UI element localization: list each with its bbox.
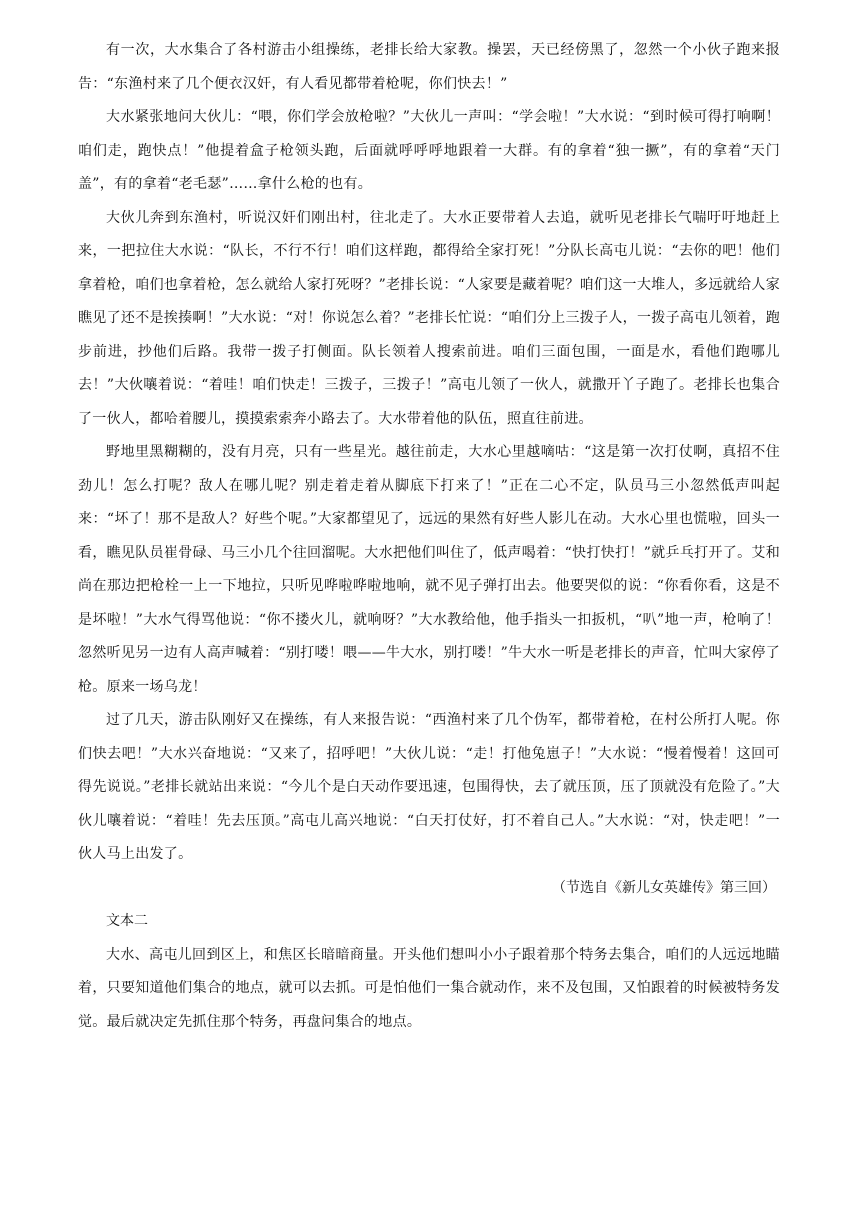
text2-heading: 文本二	[106, 913, 148, 929]
text1-paragraph-3: 大伙儿奔到东渔村，听说汉奸们刚出村，往北走了。大水正要带着人去追，就听见老排长气喘吁吁地赶上来，一把拉住大水说：“队长，不行不行！咱们这样跑，都得给全家打死！”分队长高屯儿说：“去你的吧！他们拿着枪，咱们也拿着枪，怎么就给人家打死呀？”老排长说：“人家要是藏着呢？咱们这一大堆人，多远就给人家瞧见了还不是挨揍啊！”大水说：“对！你说怎么着？”老排长忙说：“咱们分上三拨子人，一拨子高屯儿领着，跑步前进，抄他们后路。我带一拨子打侧面。队长领着人搜索前进。咱们三面包围，一面是水，看他们跑哪儿去！”大伙嚷着说：“着哇！咱们快走！三拨子，三拨子！”高屯儿领了一伙人，就撒开丫子跑了。老排长也集合了一伙人，都哈着腰儿，摸摸索索奔小路去了。大水带着他的队伍，照直往前进。	[78, 209, 780, 427]
text1-paragraph-4: 野地里黑糊糊的，没有月亮，只有一些星光。越往前走，大水心里越嘀咕：“这是第一次打仗啊，真招不住劲儿！怎么打呢？敌人在哪儿呢？别走着走着从脚底下打来了！”正在二心不定，队员马三小忽然低声叫起来：“坏了！那不是敌人？好些个呢。”大家都望见了，远远的果然有好些人影儿在动。大水心里也慌啦，回头一看，瞧见队员崔骨碌、马三小几个往回溜呢。大水把他们叫住了，低声喝着：“快打快打！”就乒乓打开了。艾和尚在那边把枪栓一上一下地拉，只听见哗啦哗啦地响，就不见子弹打出去。他要哭似的说：“你看你看，这是不是坏啦！”大水气得骂他说：“你不搂火儿，就响呀？”大水教给他，他手指头一扣扳机，“叭”地一声，枪响了！忽然听见另一边有人高声喊着：“别打喽！喂——牛大水，别打喽！”牛大水一听是老排长的声音，忙叫大家停了枪。原来一场乌龙！	[78, 444, 780, 695]
text2-paragraph-1: 大水、高屯儿回到区上，和焦区长暗暗商量。开头他们想叫小小子跟着那个特务去集合，咱们的人远远地瞄着，只要知道他们集合的地点，就可以去抓。可是怕他们一集合就动作，来不及包围，又怕跟着的时候被特务发觉。最后就决定先抓住那个特务，再盘问集合的地点。	[78, 946, 780, 1030]
text1-source-citation: （节选自《新儿女英雄传》第三回）	[552, 879, 776, 896]
text1-paragraph-5: 过了几天，游击队刚好又在操练，有人来报告说：“西渔村来了几个伪军，都带着枪，在村公所打人呢。你们快去吧！”大水兴奋地说：“又来了，招呼吧！”大伙儿说：“走！打他兔崽子！”大水说：“慢着慢着！这回可得先说说。”老排长就站出来说：“今儿个是白天动作要迅速，包围得快，去了就压顶，压了顶就没有危险了。”大伙儿嚷着说：“着哇！先去压顶。”高屯儿高兴地说：“白天打仗好，打不着自己人。”大水说：“对，快走吧！”一伙人马上出发了。	[78, 712, 780, 862]
document-page	[78, 34, 780, 1039]
text1-paragraph-2: 大水紧张地问大伙儿：“喂，你们学会放枪啦？”大伙儿一声叫：“学会啦！”大水说：“到时候可得打响啊！咱们走，跑快点！”他提着盒子枪领头跑，后面就呼呼呼地跟着一大群。有的拿着“独一撅”，有的拿着“天门盖”，有的拿着“老毛瑟”……拿什么枪的也有。	[78, 109, 780, 192]
text1-paragraph-1: 有一次，大水集合了各村游击小组操练，老排长给大家教。操罢，天已经傍黑了，忽然一个小伙子跑来报告：“东渔村来了几个便衣汉奸，有人看见都带着枪呢，你们快去！”	[78, 42, 780, 92]
